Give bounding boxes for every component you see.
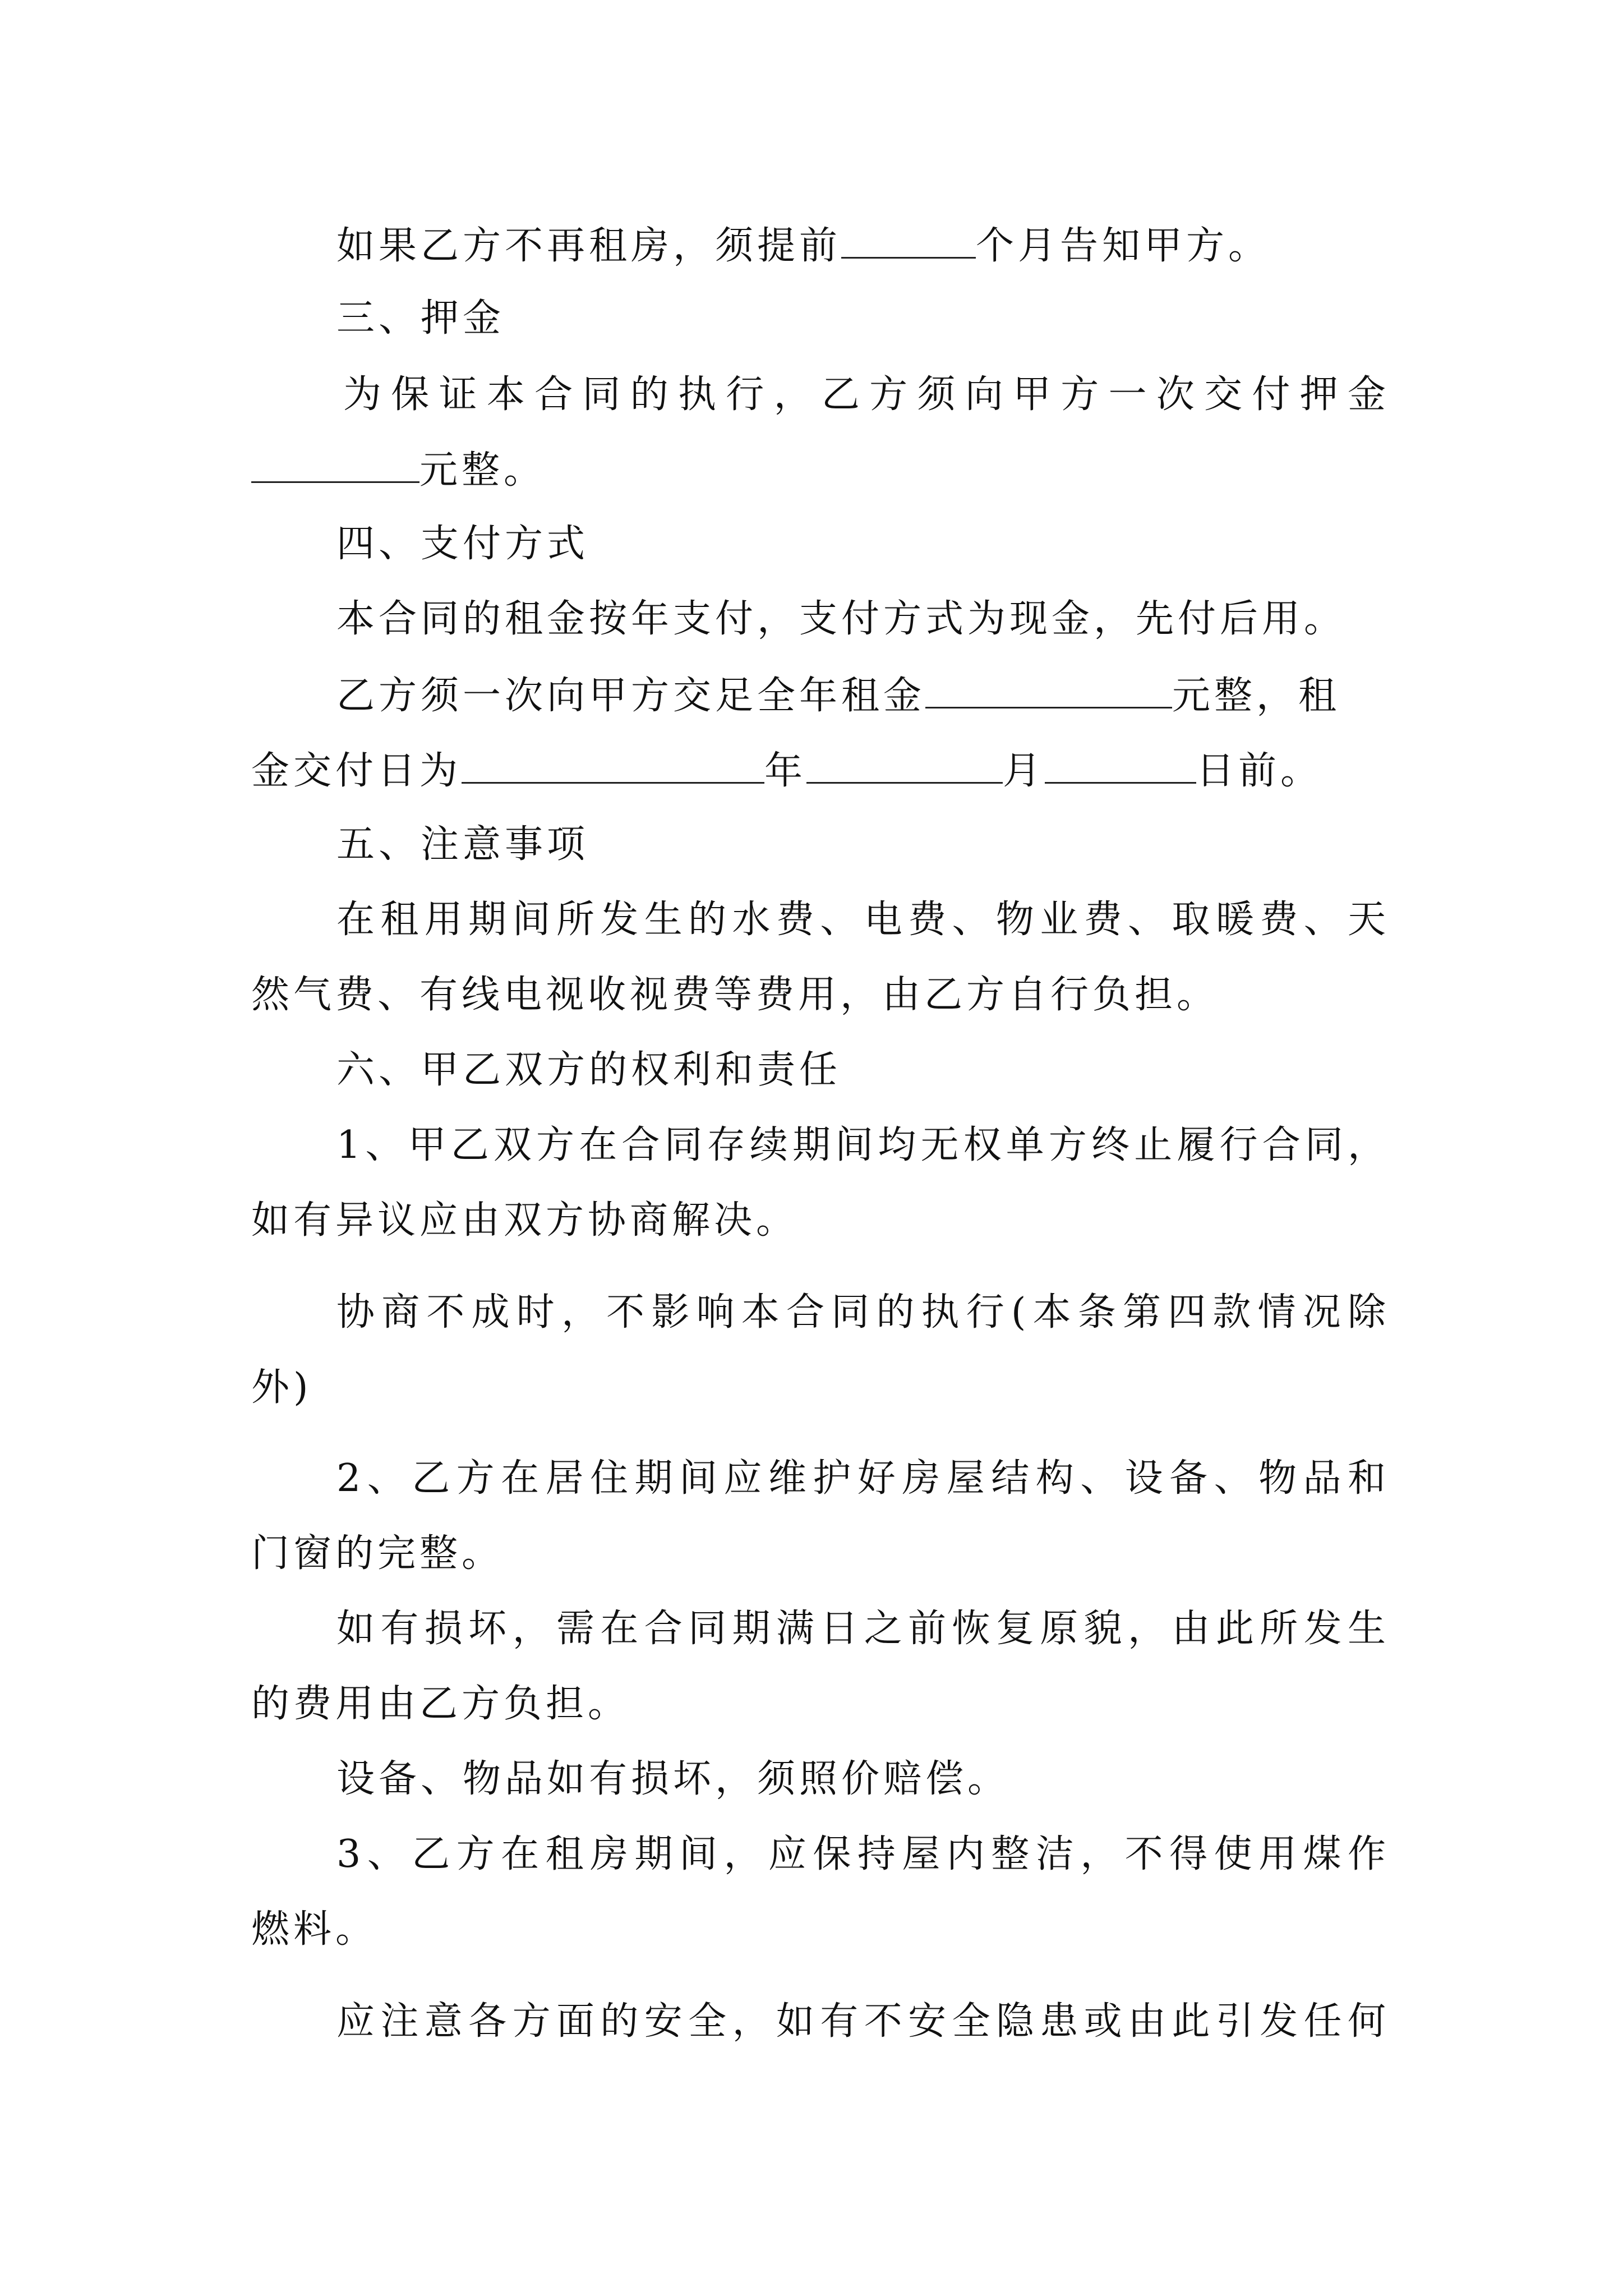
notes-line-1: 在租用期间所发生的水费、电费、物业费、取暖费、天: [336, 898, 1390, 942]
year-label: 年: [764, 749, 807, 793]
annual-rent-blank: [925, 672, 1172, 708]
deposit-line-2-text: 元整。: [419, 448, 546, 493]
negotiation-line-2: 外): [251, 1365, 312, 1410]
notice-text-after: 个月告知甲方。: [976, 224, 1271, 268]
compensation-text: 设备、物品如有损坏，须照价赔偿。: [336, 1757, 1010, 1801]
heading-rights: 六、甲乙双方的权利和责任: [336, 1048, 842, 1092]
rights-2-line-1: 2、乙方在居住期间应维护好房屋结构、设备、物品和: [336, 1456, 1390, 1501]
rights-1-line-1: 1、甲乙双方在合同存续期间均无权单方终止履行合同，: [336, 1123, 1390, 1167]
rent-line-1-before: 乙方须一次向甲方交足全年租金: [336, 674, 926, 718]
heading-notes: 五、注意事项: [336, 822, 589, 867]
day-blank: [1045, 747, 1196, 784]
rent-line-1-after: 元整，租: [1172, 674, 1341, 718]
months-blank: [841, 222, 976, 259]
payment-method-text: 本合同的租金按年支付，支付方式为现金，先付后用。: [336, 597, 1347, 641]
damage-line-2: 的费用由乙方负担。: [251, 1682, 630, 1726]
year-blank: [462, 747, 764, 784]
day-label: 日前。: [1196, 749, 1323, 793]
rent-line-1: [336, 672, 1390, 717]
heading-payment-method: 四、支付方式: [336, 522, 589, 566]
notes-line-2: 然气费、有线电视收视费等费用，由乙方自行负担。: [251, 973, 1219, 1017]
safety-line-1: 应注意各方面的安全，如有不安全隐患或由此引发任何: [336, 1999, 1390, 2044]
rights-1-line-2: 如有异议应由双方协商解决。: [251, 1198, 799, 1243]
rent-line-2: [251, 747, 1390, 792]
heading-deposit: 三、押金: [336, 296, 505, 341]
month-label: 月: [1003, 749, 1045, 793]
negotiation-line-1: 协商不成时，不影响本合同的执行(本条第四款情况除: [336, 1290, 1390, 1335]
rent-line-2-before: 金交付日为: [251, 749, 462, 793]
rights-3-line-1: 3、乙方在租房期间，应保持屋内整洁，不得使用煤作: [336, 1832, 1390, 1876]
month-blank: [806, 747, 1003, 784]
deposit-line-2: [251, 447, 1390, 491]
rights-3-line-2: 燃料。: [251, 1907, 378, 1952]
deposit-amount-blank: [251, 447, 419, 483]
deposit-line-1: 为保证本合同的执行，乙方须向甲方一次交付押金: [343, 372, 1390, 417]
notice-text-before: 如果乙方不再租房，须提前: [336, 224, 842, 268]
paragraph-notice-line: [336, 222, 1390, 267]
rights-2-line-2: 门窗的完整。: [251, 1531, 504, 1576]
damage-line-1: 如有损坏，需在合同期满日之前恢复原貌，由此所发生: [336, 1607, 1390, 1651]
